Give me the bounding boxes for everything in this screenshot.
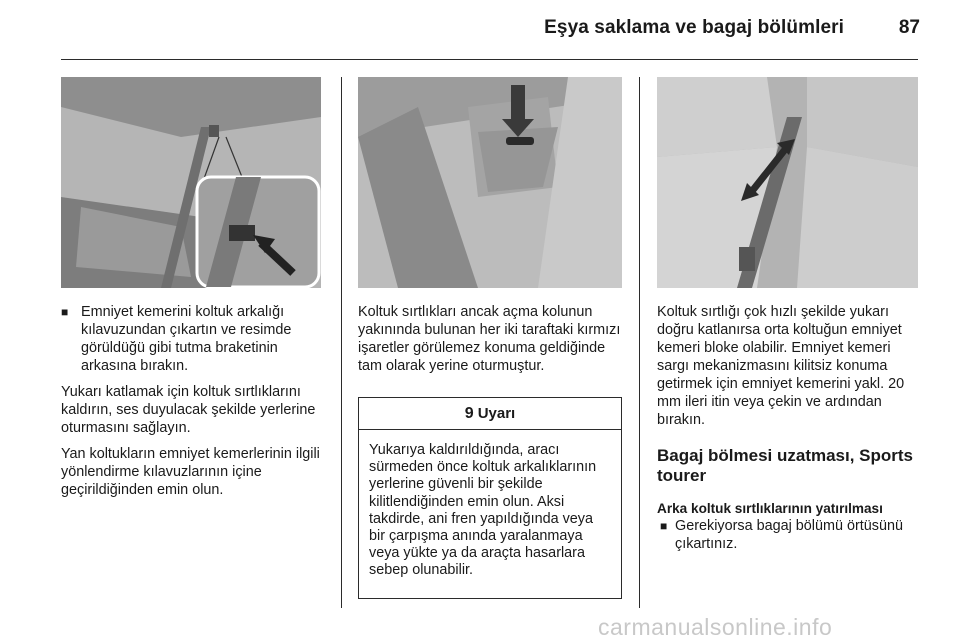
warning-text: Yukarıya kaldırıldığında, aracı sürmeden önce koltuk arkalıklarının yerlerine güvenli bir şekilde kilitlendiğinden emin olun. Aksi takdirde, ani fren yapıldığında veya bir çarpışma anında yaralanmaya veya yükte ya da araçta hasarlara sebep olunabilir.: [369, 442, 597, 579]
header-divider: [61, 59, 918, 60]
column-2-text: [358, 303, 626, 383]
bullet-icon: ■: [61, 305, 69, 319]
bullet-icon: ■: [660, 519, 668, 533]
section-title: Bagaj bölmesi uzatması, Sports tourer: [657, 446, 914, 485]
column-divider-2: [639, 77, 640, 608]
subsection-title: Arka koltuk sırtlıklarının yatırılması: [657, 501, 883, 516]
seat-release-lever-photo: [358, 77, 622, 288]
list-item-text: Gerekiyorsa bagaj bölümü örtüsünü çıkartınız.: [675, 518, 903, 552]
centre-seat-belt-photo: [657, 77, 918, 288]
column-divider-1: [341, 77, 342, 608]
paragraph: Yukarı katlamak için koltuk sırtlıklarını kaldırın, ses duyulacak şekilde yerlerine oturmasını sağlayın.: [61, 384, 316, 436]
seat-belt-guide-photo: [61, 77, 321, 288]
page-header-title: Eşya saklama ve bagaj bölümleri: [544, 17, 844, 38]
warning-header: [359, 398, 621, 430]
warning-title: Uyarı: [477, 405, 516, 422]
paragraph: Yan koltukların emniyet kemerlerinin ilgili yönlendirme kılavuzlarının içine geçirildiğinden emin olun.: [61, 446, 320, 498]
watermark: carmanualsonline.info: [598, 614, 833, 640]
warning-box: [358, 397, 622, 599]
page-number: 87: [898, 17, 920, 38]
list-item: [61, 303, 333, 375]
column-3-text: [657, 303, 921, 561]
list-item: [657, 517, 921, 553]
list-item-text: Emniyet kemerini koltuk arkalığı kılavuzundan çıkartın ve resimde görüldüğü gibi tutma braketinin arkasına bırakın.: [81, 304, 292, 374]
column-1-text: [61, 303, 333, 507]
warning-icon: 9: [464, 404, 474, 422]
paragraph: Koltuk sırtlığı çok hızlı şekilde yukarı doğru katlanırsa orta koltuğun emniyet kemeri bloke olabilir. Emniyet kemeri sargı mekanizmasını kilitsiz konuma getirmek için emniyet kemerini yakl. 20 mm ileri itin veya çekin ve ardından bırakın.: [657, 304, 905, 428]
paragraph: Koltuk sırtlıkları ancak açma kolunun yakınında bulunan her iki taraftaki kırmızı işaretler görülemez konuma geldiğinde tam olarak yerine oturmuştur.: [358, 304, 621, 374]
